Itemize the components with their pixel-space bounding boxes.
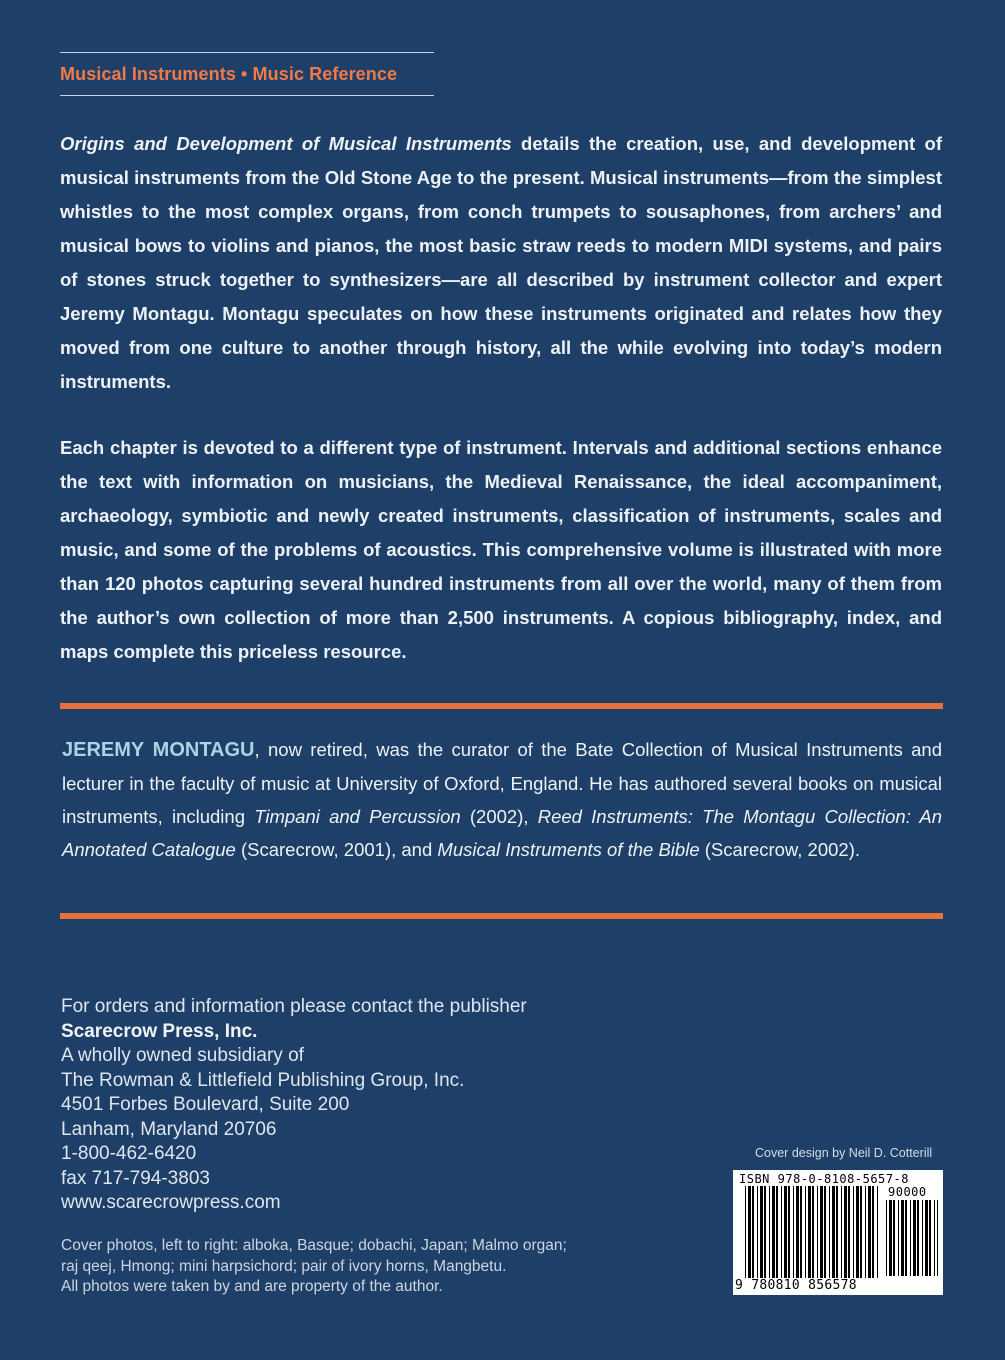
cover-design-credit: Cover design by Neil D. Cotterill	[755, 1146, 933, 1160]
photo-credits-line: raj qeej, Hmong; mini harpsichord; pair of ivory horns, Mangbetu.	[61, 1257, 507, 1275]
barcode-bar	[934, 1200, 935, 1276]
barcode-bar	[757, 1186, 758, 1278]
barcode-bar	[829, 1186, 830, 1278]
barcode-bar	[745, 1186, 746, 1278]
barcode-bar	[776, 1186, 778, 1278]
orange-divider-bottom	[60, 913, 943, 919]
orange-divider-top	[60, 703, 943, 709]
barcode-bar	[748, 1186, 751, 1278]
barcode-bar	[800, 1186, 802, 1278]
barcode-bar	[868, 1186, 871, 1278]
isbn-barcode	[733, 1170, 943, 1295]
barcode-bar	[760, 1186, 763, 1278]
photo-credits-line: All photos were taken by and are property of the author.	[61, 1278, 443, 1295]
bio-book-1: Timpani and Percussion	[254, 806, 461, 827]
barcode-bar	[781, 1186, 782, 1278]
bio-book-3: Musical Instruments of the Bible	[437, 839, 700, 860]
barcode-bar	[910, 1200, 911, 1276]
barcode-bar	[922, 1200, 923, 1276]
barcode-bar	[889, 1200, 892, 1276]
barcode-bar	[796, 1186, 799, 1278]
barcode-bar	[898, 1200, 899, 1276]
barcode-digits: 9 780810 856578	[735, 1278, 857, 1293]
barcode-bar	[808, 1186, 811, 1278]
barcode-bar	[853, 1186, 854, 1278]
website: www.scarecrowpress.com	[61, 1192, 281, 1213]
bio-text: (Scarecrow, 2001), and	[235, 839, 438, 860]
price-code: 90000	[888, 1185, 927, 1199]
barcode-bar	[886, 1200, 887, 1276]
barcode-bar	[820, 1186, 823, 1278]
barcode-bar	[872, 1186, 874, 1278]
barcode-bar	[812, 1186, 814, 1278]
category-top-rule	[60, 52, 434, 53]
description-text: details the creation, use, and development of musical instruments from the Old Stone Age to the present. Musical instruments—from the simplest whistles to the most complex organs, from conch trumpets to sousaphones, from archers’ and musical bows to violins and pianos, the most basic straw reeds to modern MIDI systems, and pairs of stones struck together to synthesizers—are all described by instrument collector and expert Jeremy Montagu. Montagu speculates on how these instruments originated and relates how they moved from one culture to another through history, all the while evolving into today’s modern instruments.	[60, 133, 943, 392]
photo-credits-line: Cover photos, left to right: alboka, Basque; dobachi, Japan; Malmo organ;	[61, 1237, 567, 1254]
barcode-bar	[772, 1186, 775, 1278]
barcode-bar	[824, 1186, 826, 1278]
photo-credits	[61, 1236, 661, 1298]
barcode-bar	[860, 1186, 862, 1278]
barcode-bar	[788, 1186, 790, 1278]
barcode-bar	[769, 1186, 770, 1278]
barcode-bar	[929, 1200, 931, 1276]
barcode-bar	[865, 1186, 866, 1278]
author-name: JEREMY MONTAGU	[62, 739, 255, 761]
bio-text: (Scarecrow, 2002).	[699, 839, 861, 860]
barcode-bar	[832, 1186, 835, 1278]
barcode-bar	[817, 1186, 818, 1278]
contact-intro: For orders and information please contact the publisher	[61, 996, 527, 1017]
barcode-bar	[917, 1200, 919, 1276]
bio-book-2: Reed Instruments: The Montagu Collection: An Annotated Catalogue	[62, 806, 942, 860]
barcode-bar	[913, 1200, 916, 1276]
bio-text: (2002),	[460, 806, 538, 827]
category-bottom-rule	[60, 95, 434, 96]
barcode-bar	[848, 1186, 850, 1278]
barcode-bar	[784, 1186, 787, 1278]
barcode-bar	[836, 1186, 838, 1278]
publisher-name: Scarecrow Press, Inc.	[61, 1020, 258, 1042]
barcode-bar	[844, 1186, 847, 1278]
parent-company: The Rowman & Littlefield Publishing Group, Inc.	[61, 1069, 465, 1091]
addon-barcode-bars	[886, 1200, 938, 1276]
description-paragraph-2: Each chapter is devoted to a different type of instrument. Intervals and additional sections enhance the text with information on musicians, the Medieval Renaissance, the ideal accompaniment, archaeology, symbiotic and newly created instruments, classification of instruments, scales and music, and some of the problems of acoustics. This comprehensive volume is illustrated with more than 120 photos capturing several hundred instruments from all over the world, many of them from the author’s own collection of more than 2,500 instruments. A copious bibliography, index, and maps complete this priceless resource.	[60, 437, 942, 662]
address-line-1: 4501 Forbes Boulevard, Suite 200	[61, 1094, 350, 1115]
barcode-bar	[877, 1186, 878, 1278]
barcode-bar	[793, 1186, 794, 1278]
bio-text: , now retired, was the curator of the Bate Collection of Musical Instruments and lecturer in the faculty of music at University of Oxford, England. He has authored several books on musical instruments, including	[62, 739, 942, 827]
barcode-bar	[901, 1200, 904, 1276]
isbn-text: ISBN 978-0-8108-5657-8	[739, 1172, 909, 1186]
phone-number: 1-800-462-6420	[61, 1143, 197, 1164]
subsidiary-line: A wholly owned subsidiary of	[61, 1045, 304, 1066]
fax-number: fax 717-794-3803	[61, 1167, 210, 1189]
barcode-bar	[805, 1186, 806, 1278]
barcode-bar	[905, 1200, 907, 1276]
description	[60, 127, 942, 701]
author-bio	[62, 733, 942, 866]
barcode-bar	[937, 1200, 938, 1276]
barcode-bar	[764, 1186, 766, 1278]
barcode-bar	[841, 1186, 842, 1278]
publisher-contact	[61, 995, 681, 1216]
barcode-bar	[893, 1200, 895, 1276]
barcode-bar	[925, 1200, 928, 1276]
barcode-bar	[752, 1186, 754, 1278]
book-title: Origins and Development of Musical Instruments	[60, 133, 512, 154]
barcode-bar	[856, 1186, 859, 1278]
description-paragraph-1	[60, 127, 942, 399]
address-line-2: Lanham, Maryland 20706	[61, 1118, 277, 1140]
barcode-bars	[745, 1186, 879, 1278]
category-heading: Musical Instruments • Music Reference	[60, 64, 398, 84]
